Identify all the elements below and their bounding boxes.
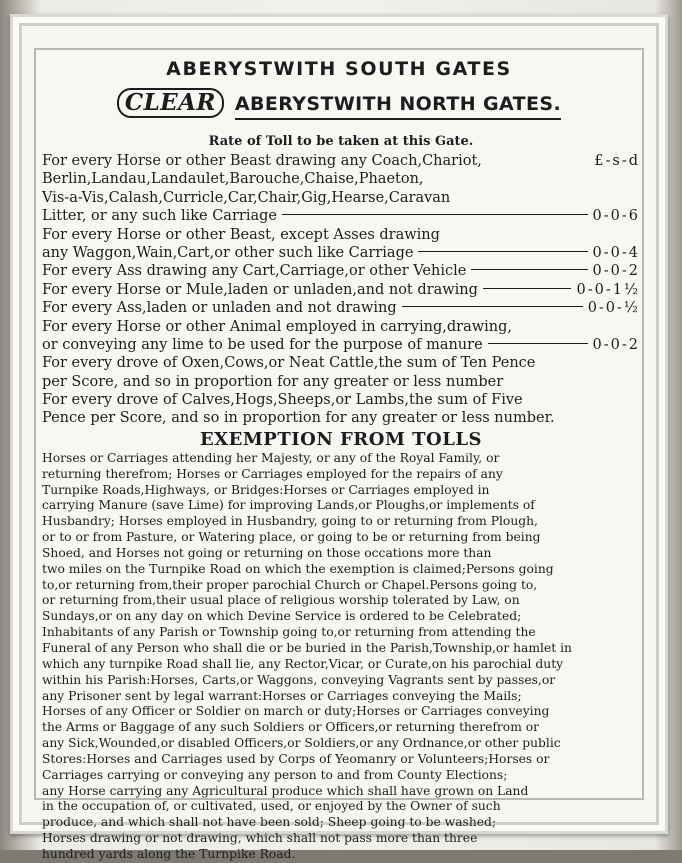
toll-line: For every drove of Calves,Hogs,Sheeps,or Lambs,the sum of Five (42, 392, 523, 409)
toll-amount: 0-0-½ (587, 300, 640, 317)
toll-board (34, 48, 644, 861)
exemption-line: Sundays,or on any day on which Devine Service is ordered to be Celebrated; (42, 609, 522, 624)
exemption-text (42, 451, 640, 863)
exemption-line: Shoed, and Horses not going or returning on those occations more than (42, 545, 492, 560)
toll-line: per Score, and so in proportion for any greater or less number (42, 373, 504, 390)
toll-line (42, 299, 640, 317)
exemption-line: or to or from Pasture, or Watering place, or going to be or returning from being (42, 530, 541, 545)
exemption-line: Husbandry; Horses employed in Husbandry, going to or returning from Plough, (42, 514, 538, 529)
currency-header: £-s-d (594, 153, 640, 169)
exemption-line: to,or returning from,their proper parochial Church or Chapel.Persons going to, (42, 577, 538, 592)
toll-line (42, 336, 640, 354)
toll-line (42, 244, 640, 262)
exemption-line: Turnpike Roads,Highways, or Bridges:Horses or Carriages employed in (42, 482, 490, 497)
exemption-title: EXEMPTION FROM TOLLS (199, 428, 483, 450)
leader-dash (418, 251, 587, 252)
exemption-line: in the occupation of, or cultivated, used, or enjoyed by the Owner of such (42, 799, 501, 814)
toll-line-text: For every Ass drawing any Cart,Carriage,or other Vehicle (42, 263, 467, 280)
leader-dash (483, 288, 572, 289)
exemption-line: Horses of any Officer or Soldier on march or duty;Horses or Carriages conveying (42, 704, 550, 719)
exemption-line: produce, and which shall not have been sold; Sheep going to be washed; (42, 815, 497, 830)
south-gates-heading: ABERYSTWITH SOUTH GATES (166, 58, 512, 80)
exemption-line: any Horse carrying any Agricultural produce which shall have grown on Land (42, 783, 529, 798)
toll-line (42, 262, 640, 280)
toll-amount: 0-0-2 (592, 336, 640, 353)
toll-line (42, 281, 640, 299)
toll-line: Pence per Score, and so in proportion for any greater or less number. (42, 410, 555, 427)
exemption-line: Horses or Carriages attending her Majesty, or any of the Royal Family, or (42, 450, 500, 465)
toll-line-text: any Waggon,Wain,Cart,or other such like Carriage (42, 244, 414, 261)
exemption-line: returning therefrom; Horses or Carriages employed for the repairs of any (42, 466, 503, 481)
exemption-line: any Prisoner sent by legal warrant:Horses or Carriages conveying the Mails; (42, 688, 522, 703)
exemption-line: Carriages carrying or conveying any person to and from County Elections; (42, 767, 508, 782)
exemption-line: within his Parish:Horses, Carts,or Waggons, conveying Vagrants sent by passes,or (42, 672, 556, 687)
north-gates-heading: ABERYSTWITH NORTH GATES. (235, 93, 561, 120)
exemption-line: Horses drawing or not drawing, which shall not pass more than three (42, 831, 478, 846)
clear-badge: CLEAR (117, 88, 224, 118)
exemption-line: carrying Manure (save Lime) for improving Lands,or Ploughs,or implements of (42, 498, 535, 513)
toll-line-text: For every Ass,laden or unladen and not drawing (42, 300, 397, 317)
toll-line: For every Horse or other Beast, except Asses drawing (42, 226, 440, 243)
toll-amount: 0-0-4 (592, 244, 640, 261)
toll-line-text: For every Horse or other Beast drawing any Coach,Chariot, (42, 153, 482, 169)
exemption-line: Funeral of any Person who shall die or be buried in the Parish,Township,or hamlet in (42, 640, 572, 655)
rate-heading: Rate of Toll to be taken at this Gate. (208, 134, 474, 149)
exemption-line: Inhabitants of any Parish or Township going to,or returning from attending the (42, 625, 536, 640)
exemption-line: Stores:Horses and Carriages used by Corps of Yeomanry or Volunteers;Horses or (42, 751, 550, 766)
toll-line: For every drove of Oxen,Cows,or Neat Cattle,the sum of Ten Pence (42, 355, 536, 372)
toll-amount: 0-0-2 (592, 263, 640, 280)
toll-line-text: For every Horse or Mule,laden or unladen,and not drawing (42, 281, 478, 298)
toll-line-text: or conveying any lime to be used for the purpose of manure (42, 336, 483, 353)
toll-line: For every Horse or other Animal employed in carrying,drawing, (42, 318, 512, 335)
leader-dash (488, 343, 588, 344)
exemption-line: or returning from,their usual place of religious worship tolerated by Law, on (42, 593, 520, 608)
toll-line (42, 152, 640, 170)
toll-line (42, 207, 640, 225)
toll-amount: 0-0-1½ (576, 281, 640, 298)
leader-dash (471, 269, 587, 270)
exemption-line: hundred yards along the Turnpike Road. (42, 846, 296, 861)
leader-dash (282, 214, 588, 215)
leader-dash (402, 306, 583, 307)
toll-text (42, 132, 640, 863)
exemption-line: two miles on the Turnpike Road on which the exemption is claimed;Persons going (42, 561, 554, 576)
exemption-line: the Arms or Baggage of any such Soldiers or Officers,or returning therefrom or (42, 720, 540, 735)
toll-line-text: Litter, or any such like Carriage (42, 208, 277, 225)
exemption-line: which any turnpike Road shall lie, any Rector,Vicar, or Curate,on his parochial duty (42, 656, 564, 671)
north-gates-heading-row (36, 88, 642, 120)
toll-amount: 0-0-6 (592, 208, 640, 225)
toll-line: Vis-a-Vis,Calash,Curricle,Car,Chair,Gig,Hearse,Caravan (42, 189, 451, 206)
toll-line: Berlin,Landau,Landaulet,Barouche,Chaise,Phaeton, (42, 171, 424, 188)
exemption-line: any Sick,Wounded,or disabled Officers,or Soldiers,or any Ordnance,or other public (42, 736, 561, 751)
